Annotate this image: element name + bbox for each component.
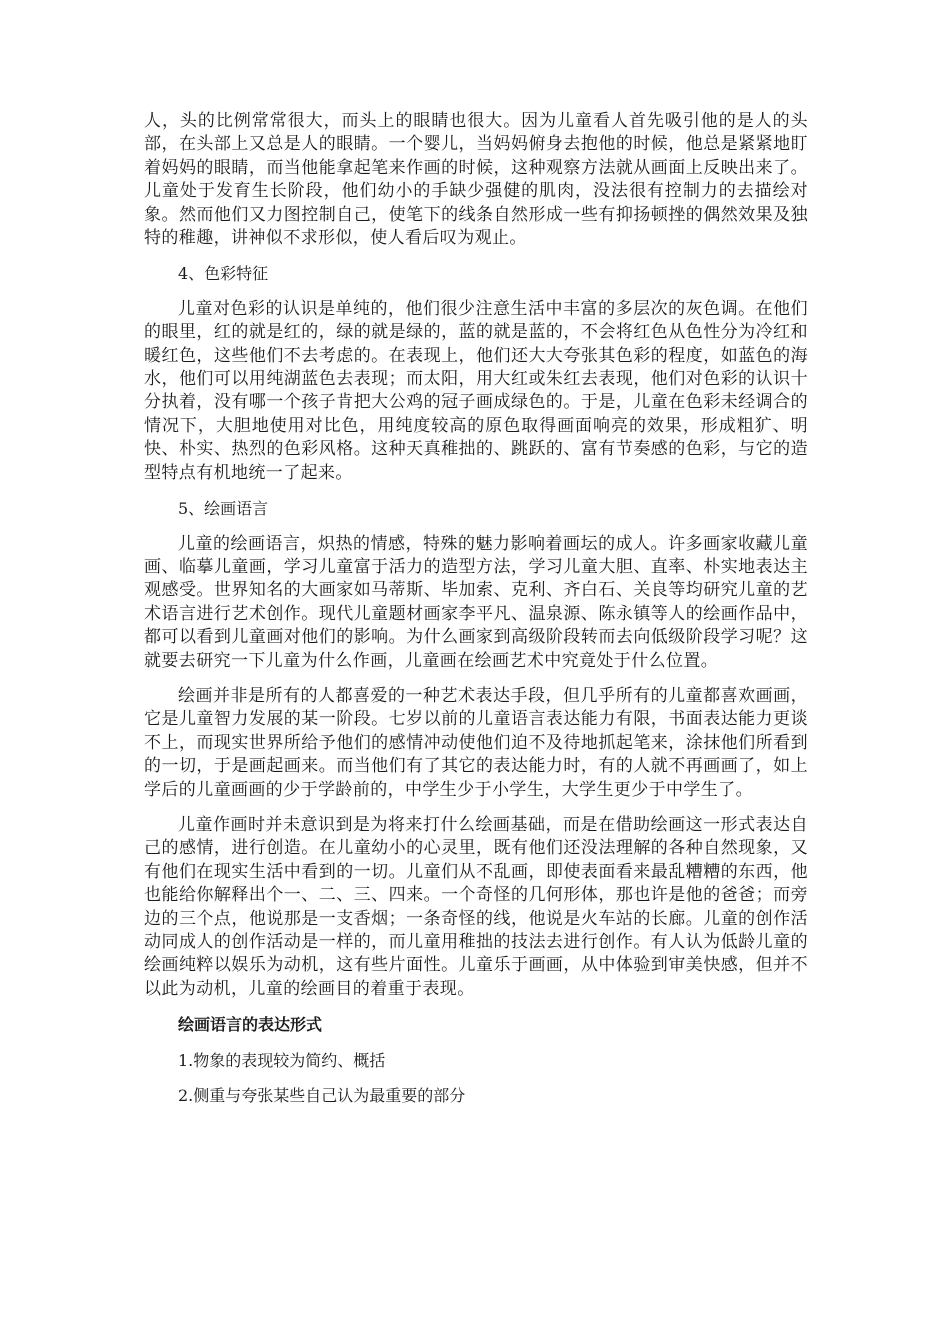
section-heading-color: 4、色彩特征: [178, 264, 269, 284]
document-page: [144, 110, 808, 1107]
paragraph-painting-language: 儿童的绘画语言，炽热的情感，特殊的魅力影响着画坛的成人。许多画家收藏儿童画、临摹儿童画，学习儿童富于活力的造型方法，学习儿童大胆、直率、朴实地表达主观感受。世界知名的大画家如马蒂斯、毕加索、克利、齐白石、关良等均研究儿童的艺术语言进行艺术创作。现代儿童题材画家李平凡、温泉源、陈永镇等人的绘画作品中，都可以看到儿童画对他们的影响。为什么画家到高级阶段转而去向低级阶段学习呢？这就要去研究一下儿童为什么作画，儿童画在绘画艺术中究竟处于什么位置。: [144, 533, 808, 671]
section-heading-language: 5、绘画语言: [178, 499, 269, 519]
paragraph-children-creation: 儿童作画时并未意识到是为将来打什么绘画基础，而是在借助绘画这一形式表达自己的感情，进行创造。在儿童幼小的心灵里，既有他们还没法理解的各种自然现象，又有他们在现实生活中看到的一切。儿童们从不乱画，即使表面看来最乱糟糟的东西，他也能给你解释出个一、二、三、四来。一个奇怪的几何形体，那也许是他的爸爸；而旁边的三个点，他说那是一支香烟；一条奇怪的线，他说是火车站的长廊。儿童的创作活动同成人的创作活动是一样的，而儿童用稚拙的技法去进行创作。有人认为低龄儿童的绘画纯粹以娱乐为动机，这有些片面性。儿童乐于画画，从中体验到审美快感，但并不以此为动机，儿童的绘画目的着重于表现。: [144, 814, 808, 999]
list-item-1: 1.物象的表现较为简约、概括: [178, 1050, 386, 1070]
bold-heading-expression-forms: 绘画语言的表达形式: [178, 1015, 323, 1035]
paragraph-painting-means: 绘画并非是所有的人都喜爱的一种艺术表达手段，但几乎所有的儿童都喜欢画画，它是儿童智力发展的某一阶段。七岁以前的儿童语言表达能力有限，书面表达能力更谈不上，而现实世界所给予他们的感情冲动使他们迫不及待地抓起笔来，涂抹他们所看到的一切，于是画起画来。而当他们有了其它的表达能力时，有的人就不再画画了，如上学后的儿童画画的少于学龄前的，中学生少于小学生，大学生更少于中学生了。: [144, 685, 808, 800]
paragraph-color-features: 儿童对色彩的认识是单纯的，他们很少注意生活中丰富的多层次的灰色调。在他们的眼里，红的就是红的，绿的就是绿的，蓝的就是蓝的，不会将红色从色性分为冷红和暖红色，这些他们不去考虑的。在表现上，他们还大大夸张其色彩的程度，如蓝色的海水，他们可以用纯湖蓝色去表现；而太阳，用大红或朱红去表现，他们对色彩的认识十分执着，没有哪一个孩子肯把大公鸡的冠子画成绿色的。于是，儿童在色彩未经调合的情况下，大胆地使用对比色，用纯度较高的原色取得画面响亮的效果，形成粗犷、明快、朴实、热烈的色彩风格。这种天真稚拙的、跳跃的、富有节奏感的色彩，与它的造型特点有机地统一了起来。: [144, 298, 808, 483]
list-item-2: 2.侧重与夸张某些自己认为最重要的部分: [178, 1086, 466, 1106]
paragraph-head-proportion: 人，头的比例常常很大，而头上的眼睛也很大。因为儿童看人首先吸引他的是人的头部，在头部上又总是人的眼睛。一个婴儿，当妈妈俯身去抱他的时候，他总是紧紧地盯着妈妈的眼睛，而当他能拿起笔来作画的时候，这种观察方法就从画面上反映出来了。儿童处于发育生长阶段，他们幼小的手缺少强健的肌肉，没法很有控制力的去描绘对象。然而他们又力图控制自己，使笔下的线条自然形成一些有抑扬顿挫的偶然效果及独特的稚趣，讲神似不求形似，使人看后叹为观止。: [144, 111, 808, 249]
